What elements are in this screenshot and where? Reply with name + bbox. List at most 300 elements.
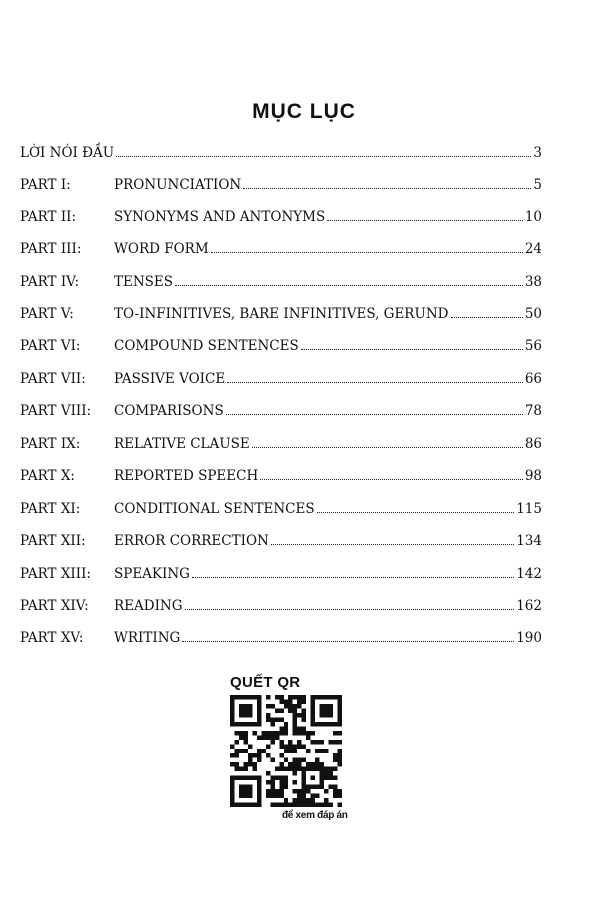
qr-module [329, 722, 333, 726]
qr-module [248, 803, 252, 807]
qr-module [288, 699, 292, 703]
dot-leader [301, 349, 523, 350]
qr-module [279, 753, 283, 757]
toc-row[interactable] [20, 593, 542, 615]
qr-module [266, 713, 270, 717]
toc-row[interactable] [20, 625, 542, 647]
qr-module [293, 771, 297, 775]
qr-module [266, 744, 270, 748]
toc-row[interactable] [20, 398, 542, 420]
qr-module [252, 695, 256, 699]
qr-module [311, 803, 315, 807]
qr-module [329, 803, 333, 807]
qr-module [239, 731, 243, 735]
qr-module [275, 717, 279, 721]
toc-entry-name: SYNONYMS AND ANTONYMS [114, 209, 326, 225]
dot-leader [317, 512, 515, 513]
qr-module [302, 717, 306, 721]
qr-module [302, 731, 306, 735]
qr-module [239, 785, 243, 789]
qr-module [320, 776, 324, 780]
dot-leader [260, 479, 523, 480]
qr-module [311, 699, 315, 703]
qr-module [293, 789, 297, 793]
qr-module [306, 735, 310, 739]
qr-module [230, 722, 234, 726]
qr-module [284, 726, 288, 730]
qr-module [266, 753, 270, 757]
qr-module [239, 704, 243, 708]
dot-leader [271, 544, 514, 545]
dot-leader [182, 641, 514, 642]
qr-module [315, 803, 319, 807]
toc-row[interactable] [20, 269, 542, 291]
qr-module [279, 744, 283, 748]
dot-leader [185, 609, 515, 610]
qr-module [333, 722, 337, 726]
qr-module [248, 776, 252, 780]
qr-module [338, 762, 342, 766]
qr-module [293, 722, 297, 726]
qr-module [338, 789, 342, 793]
toc-row[interactable] [20, 496, 542, 518]
qr-module [248, 758, 252, 762]
qr-module [320, 749, 324, 753]
toc-row[interactable] [20, 301, 542, 323]
qr-module [306, 798, 310, 802]
qr-module [311, 731, 315, 735]
qr-module [284, 699, 288, 703]
toc-part-label: PART VII: [20, 371, 86, 387]
qr-module [243, 708, 247, 712]
qr-module [297, 758, 301, 762]
qr-module [315, 785, 319, 789]
qr-module [279, 740, 283, 744]
qr-module [320, 713, 324, 717]
qr-module [311, 722, 315, 726]
qr-module [275, 767, 279, 771]
qr-module [324, 722, 328, 726]
qr-module [293, 767, 297, 771]
qr-module [284, 749, 288, 753]
qr-module [270, 722, 274, 726]
qr-module [252, 803, 256, 807]
qr-module [261, 749, 265, 753]
qr-module [230, 695, 234, 699]
qr-module [324, 803, 328, 807]
qr-module [257, 789, 261, 793]
qr-module [279, 767, 283, 771]
qr-module [329, 771, 333, 775]
qr-module [230, 803, 234, 807]
qr-module [284, 722, 288, 726]
qr-module [315, 767, 319, 771]
qr-module [252, 722, 256, 726]
toc-row[interactable] [20, 236, 542, 258]
qr-module [297, 740, 301, 744]
toc-entry-name: TO-INFINITIVES, BARE INFINITIVES, GERUND [114, 306, 449, 322]
qr-module [239, 695, 243, 699]
qr-module [333, 794, 337, 798]
qr-module [270, 803, 274, 807]
qr-module [234, 776, 238, 780]
toc-entry-page: 142 [516, 566, 542, 582]
toc-part-label: PART IV: [20, 274, 80, 290]
qr-module [297, 803, 301, 807]
qr-module [297, 726, 301, 730]
dot-leader [327, 220, 523, 221]
toc-entry-page: 115 [516, 501, 542, 517]
toc-part-label: PART V: [20, 306, 74, 322]
qr-module [311, 798, 315, 802]
qr-module [302, 780, 306, 784]
qr-module [333, 776, 337, 780]
qr-module [270, 717, 274, 721]
qr-module [270, 740, 274, 744]
qr-module [230, 717, 234, 721]
qr-module [293, 803, 297, 807]
qr-module [311, 794, 315, 798]
toc-entry-name: COMPARISONS [114, 403, 224, 419]
qr-module [279, 789, 283, 793]
toc-entry-name: RELATIVE CLAUSE [114, 436, 250, 452]
qr-module [302, 794, 306, 798]
qr-module [320, 695, 324, 699]
toc-entry-name: WRITING [114, 630, 181, 646]
dot-leader [211, 252, 523, 253]
qr-module [288, 744, 292, 748]
qr-module [234, 731, 238, 735]
qr-module [333, 767, 337, 771]
qr-module [306, 803, 310, 807]
qr-module [324, 695, 328, 699]
qr-module [338, 749, 342, 753]
qr-module [297, 794, 301, 798]
qr-module [302, 708, 306, 712]
qr-module [243, 735, 247, 739]
qr-module [297, 767, 301, 771]
toc-entry-name: TENSES [114, 274, 174, 290]
toc-entry-page: 134 [516, 533, 542, 549]
qr-module [306, 731, 310, 735]
dot-leader [451, 317, 523, 318]
toc-part-label: PART X: [20, 468, 75, 484]
qr-module [288, 708, 292, 712]
qr-module [338, 699, 342, 703]
qr-module [320, 785, 324, 789]
bleed-through-text [0, 62, 608, 78]
qr-module [275, 695, 279, 699]
qr-module [293, 762, 297, 766]
qr-module [315, 722, 319, 726]
toc-entry-name: REPORTED SPEECH [114, 468, 259, 484]
qr-module [338, 740, 342, 744]
qr-module [230, 785, 234, 789]
qr-module [234, 749, 238, 753]
qr-module [257, 713, 261, 717]
qr-module [329, 708, 333, 712]
qr-module [293, 749, 297, 753]
qr-module [239, 794, 243, 798]
qr-module [311, 717, 315, 721]
toc-row[interactable] [20, 528, 542, 550]
qr-module [320, 740, 324, 744]
toc-row[interactable] [20, 333, 542, 355]
qr-module [315, 762, 319, 766]
toc-entry-page: 10 [524, 209, 542, 225]
qr-module [257, 753, 261, 757]
qr-module [230, 713, 234, 717]
qr-module [257, 803, 261, 807]
qr-module [284, 780, 288, 784]
qr-module [257, 798, 261, 802]
toc-entry-name: SPEAKING [114, 566, 190, 582]
qr-module [230, 753, 234, 757]
dot-leader [243, 188, 531, 189]
toc-row[interactable] [20, 463, 542, 485]
qr-module [257, 704, 261, 708]
qr-module [333, 740, 337, 744]
qr-module [279, 762, 283, 766]
qr-module [302, 713, 306, 717]
qr-module [230, 780, 234, 784]
qr-module [257, 717, 261, 721]
toc-entry-name: CONDITIONAL SENTENCES [114, 501, 315, 517]
qr-module [257, 722, 261, 726]
qr-module [338, 695, 342, 699]
toc-part-label: PART IX: [20, 436, 81, 452]
qr-module [279, 699, 283, 703]
qr-module [230, 762, 234, 766]
qr-module [279, 785, 283, 789]
toc-entry-name: READING [114, 598, 183, 614]
qr-module [284, 798, 288, 802]
qr-module [297, 713, 301, 717]
qr-module [266, 704, 270, 708]
qr-module [288, 749, 292, 753]
qr-module [261, 735, 265, 739]
qr-module [239, 749, 243, 753]
qr-module [248, 704, 252, 708]
qr-module [270, 731, 274, 735]
qr-module [297, 704, 301, 708]
qr-module [302, 767, 306, 771]
qr-module [293, 713, 297, 717]
qr-module [243, 722, 247, 726]
qr-module [293, 758, 297, 762]
qr-module [293, 726, 297, 730]
qr-module [243, 713, 247, 717]
qr-module [293, 731, 297, 735]
qr-module [279, 794, 283, 798]
qr-module [302, 798, 306, 802]
qr-module [338, 708, 342, 712]
qr-module [248, 708, 252, 712]
qr-module [324, 789, 328, 793]
qr-module [243, 789, 247, 793]
qr-module [243, 785, 247, 789]
toc-row[interactable] [20, 366, 542, 388]
qr-module [329, 767, 333, 771]
qr-module [257, 708, 261, 712]
qr-module [252, 731, 256, 735]
qr-module [266, 731, 270, 735]
qr-module [338, 722, 342, 726]
qr-module [230, 794, 234, 798]
qr-module [248, 789, 252, 793]
qr-module [293, 695, 297, 699]
qr-module [302, 785, 306, 789]
qr-module [275, 708, 279, 712]
toc-entry-page: 24 [524, 241, 542, 257]
qr-module [234, 767, 238, 771]
qr-module [306, 762, 310, 766]
toc-part-label: PART XIII: [20, 566, 91, 582]
qr-module [243, 704, 247, 708]
qr-module [234, 762, 238, 766]
qr-module [257, 699, 261, 703]
qr-module [297, 699, 301, 703]
qr-module [234, 722, 238, 726]
qr-module [270, 776, 274, 780]
toc-row[interactable] [20, 431, 542, 453]
qr-module [275, 803, 279, 807]
toc-entry-page: 78 [524, 403, 542, 419]
qr-module [297, 789, 301, 793]
qr-module [338, 731, 342, 735]
toc-row[interactable] [20, 204, 542, 226]
qr-module [275, 731, 279, 735]
qr-module [239, 767, 243, 771]
qr-module [243, 731, 247, 735]
toc-entry-name: WORD FORM [114, 241, 209, 257]
dot-leader [227, 382, 523, 383]
qr-module [248, 744, 252, 748]
toc-entry-page: 38 [524, 274, 542, 290]
qr-module [293, 798, 297, 802]
qr-module [311, 762, 315, 766]
qr-module [293, 708, 297, 712]
toc-entry-name: ERROR CORRECTION [114, 533, 269, 549]
qr-module [279, 731, 283, 735]
toc-part-label: PART XI: [20, 501, 81, 517]
toc-entry-page: 190 [516, 630, 542, 646]
qr-module [279, 776, 283, 780]
toc-part-label: PART VIII: [20, 403, 92, 419]
toc-entry-name: PASSIVE VOICE [114, 371, 226, 387]
qr-module [266, 789, 270, 793]
qr-module [311, 704, 315, 708]
dot-leader [116, 156, 531, 157]
qr-module [239, 708, 243, 712]
qr-module [324, 749, 328, 753]
qr-module [311, 695, 315, 699]
qr-module [261, 731, 265, 735]
toc-entry-page: 5 [533, 177, 542, 193]
qr-module [302, 726, 306, 730]
dot-leader [226, 414, 523, 415]
qr-module [329, 785, 333, 789]
toc-row[interactable] [20, 561, 542, 583]
qr-module [320, 771, 324, 775]
toc-part-label: PART I: [20, 177, 71, 193]
qr-module [297, 762, 301, 766]
qr-module [270, 704, 274, 708]
qr-module [248, 785, 252, 789]
qr-module [333, 695, 337, 699]
qr-module [230, 776, 234, 780]
qr-module [270, 758, 274, 762]
qr-module [257, 758, 261, 762]
qr-module [329, 695, 333, 699]
qr-module [333, 731, 337, 735]
qr-module [338, 717, 342, 721]
qr-module [243, 776, 247, 780]
qr-module [239, 722, 243, 726]
qr-module [338, 753, 342, 757]
qr-code-icon[interactable] [230, 695, 342, 807]
qr-module [324, 708, 328, 712]
qr-module [329, 740, 333, 744]
qr-module [275, 776, 279, 780]
qr-module [275, 794, 279, 798]
qr-module [320, 767, 324, 771]
qr-module [338, 794, 342, 798]
qr-module [297, 731, 301, 735]
qr-module [302, 758, 306, 762]
toc-part-label: PART II: [20, 209, 77, 225]
toc-entry-page: 3 [533, 145, 542, 161]
qr-module [279, 717, 283, 721]
qr-module [311, 785, 315, 789]
qr-module [324, 798, 328, 802]
toc-entry-page: 56 [524, 338, 542, 354]
qr-module [243, 749, 247, 753]
qr-module [306, 767, 310, 771]
toc-entry-page: 50 [524, 306, 542, 322]
qr-module [338, 713, 342, 717]
qr-module [270, 789, 274, 793]
qr-module [284, 803, 288, 807]
toc-row[interactable] [20, 172, 542, 194]
toc-part-label: PART XV: [20, 630, 84, 646]
qr-module [266, 717, 270, 721]
toc-row[interactable] [20, 140, 542, 162]
qr-module [311, 708, 315, 712]
qr-module [239, 713, 243, 717]
qr-module [270, 735, 274, 739]
toc-entry-name: COMPOUND SENTENCES [114, 338, 299, 354]
qr-module [293, 717, 297, 721]
dot-leader [192, 577, 514, 578]
qr-module [279, 695, 283, 699]
qr-module [248, 762, 252, 766]
toc-part-label: PART XIV: [20, 598, 89, 614]
qr-module [243, 762, 247, 766]
qr-module [279, 708, 283, 712]
qr-module [230, 789, 234, 793]
qr-module [230, 708, 234, 712]
qr-module [234, 803, 238, 807]
qr-module [293, 744, 297, 748]
qr-module [315, 749, 319, 753]
dot-leader [252, 447, 523, 448]
page-title: MỤC LỤC [252, 100, 356, 123]
qr-module [234, 753, 238, 757]
qr-module [320, 704, 324, 708]
qr-module [333, 789, 337, 793]
toc-part-label: PART VI: [20, 338, 81, 354]
